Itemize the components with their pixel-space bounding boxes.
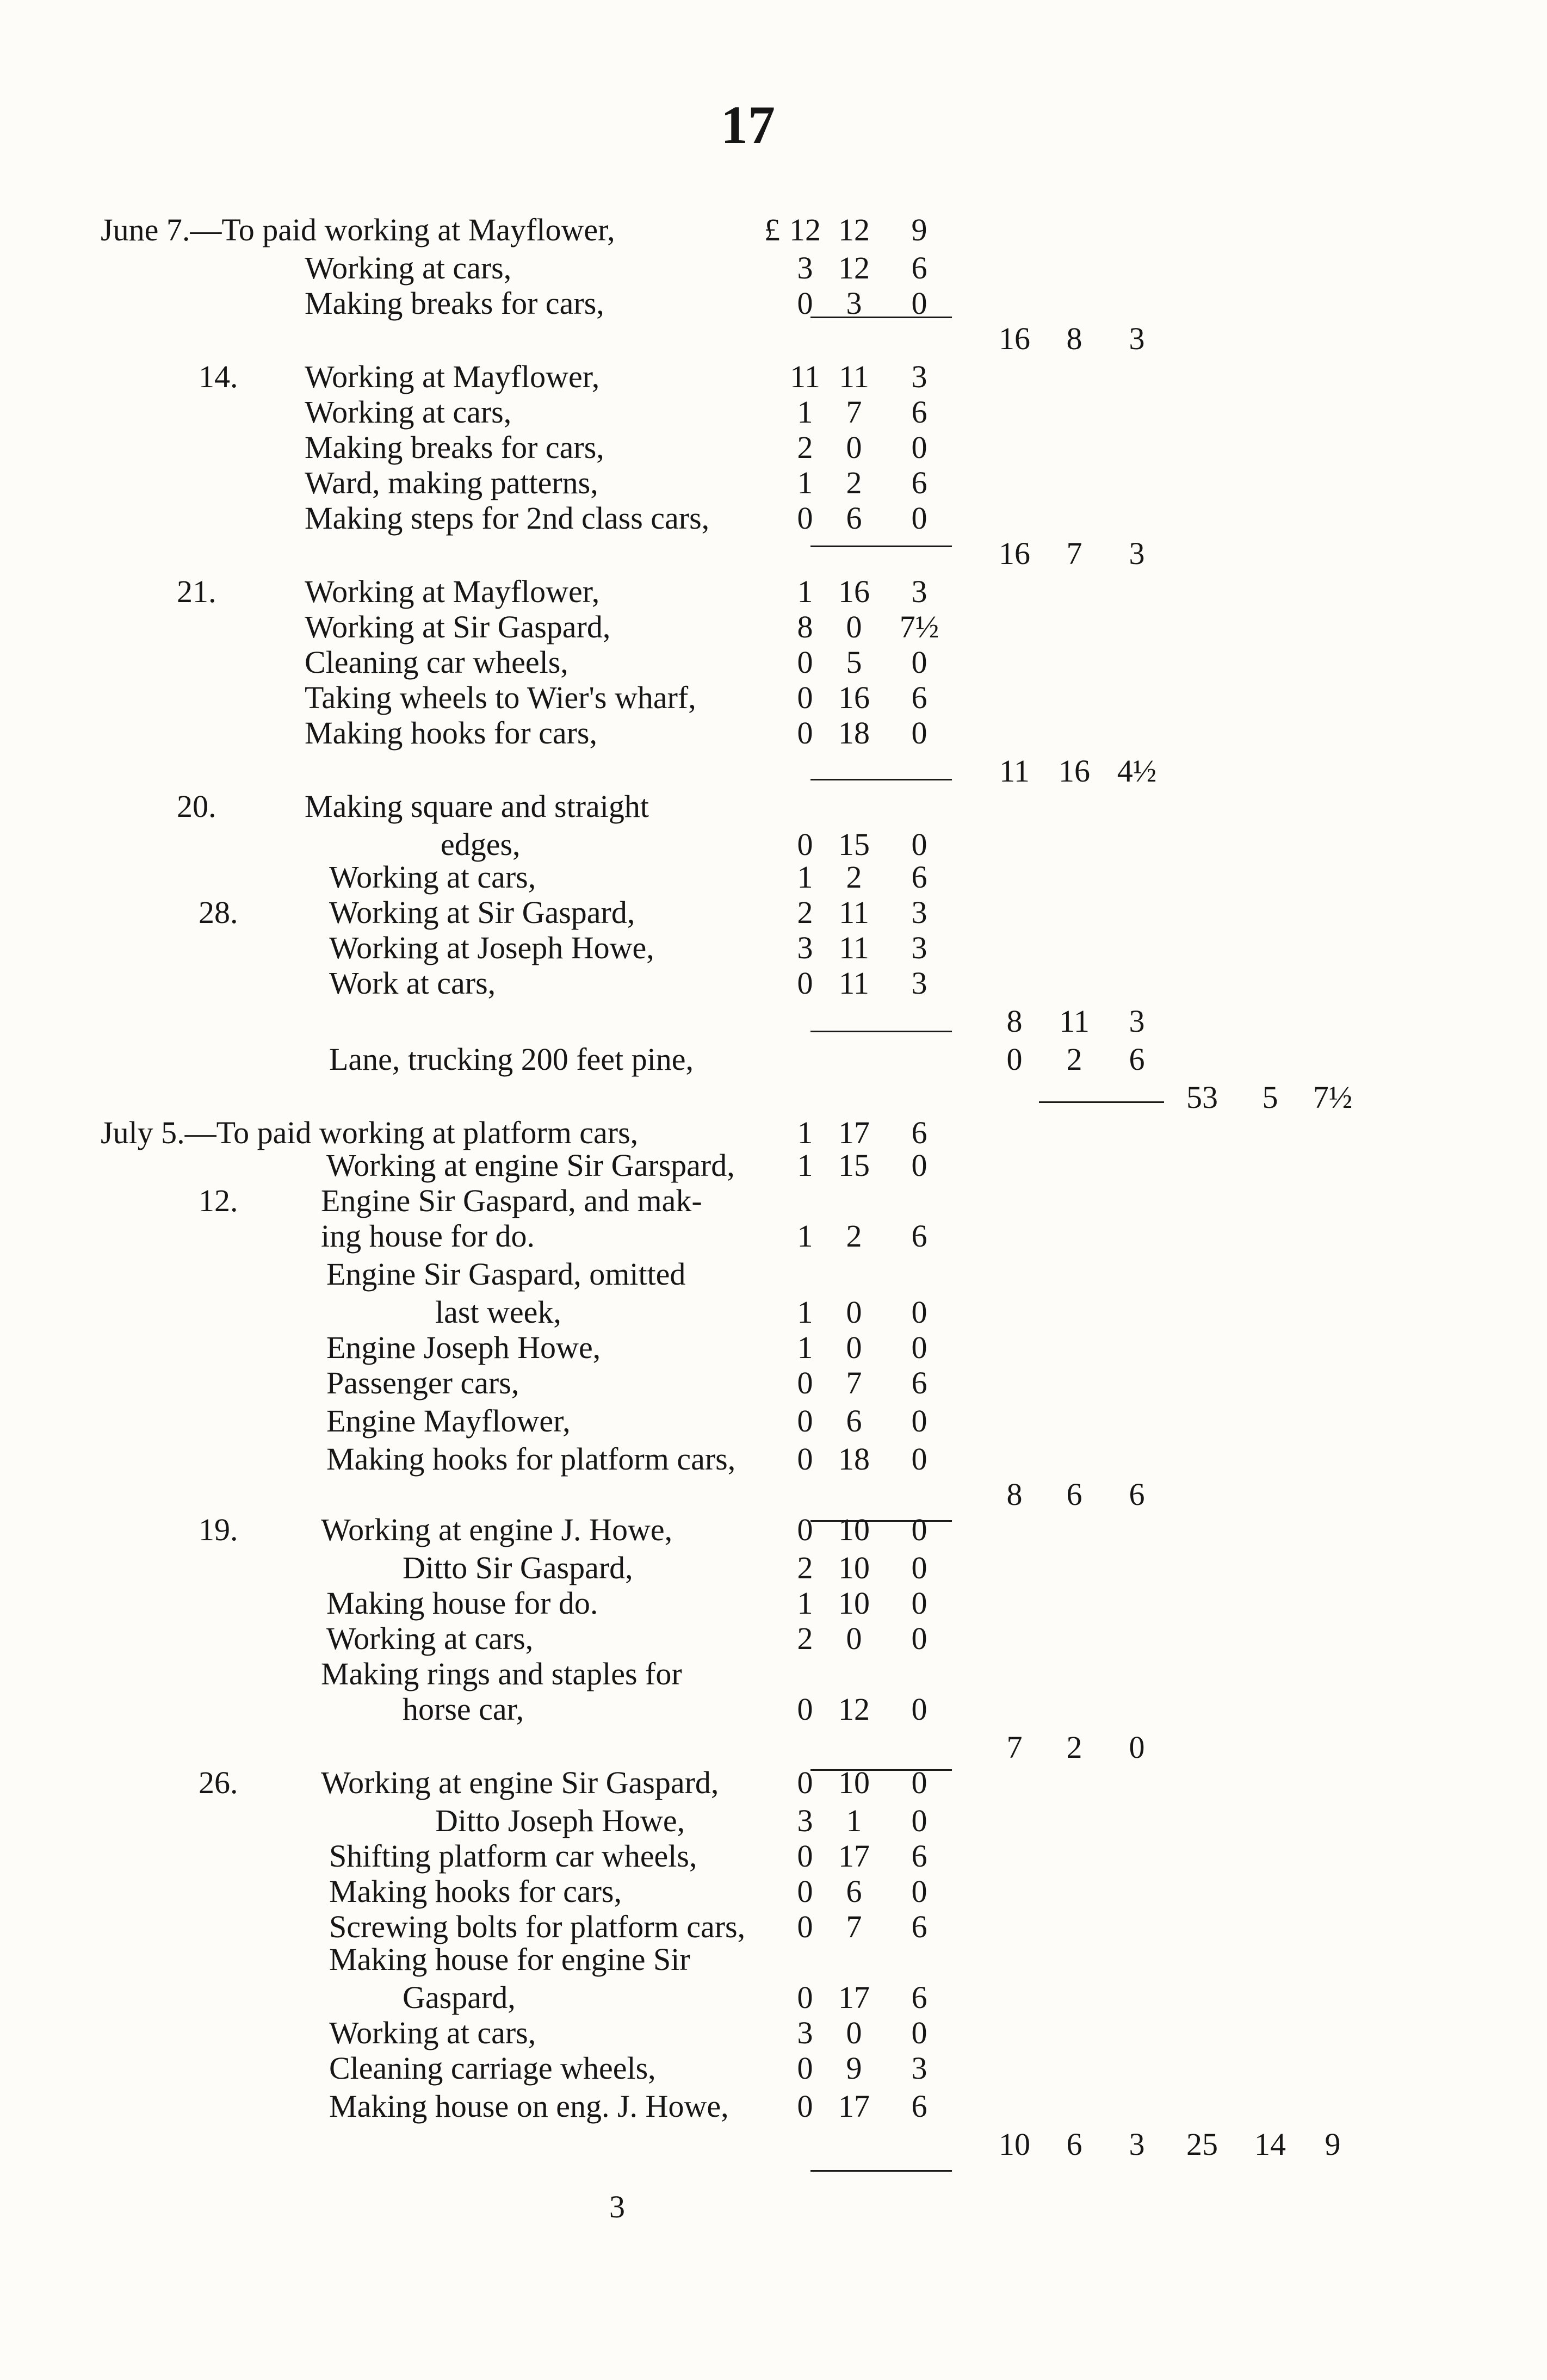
pounds-amount: 2 xyxy=(797,430,813,465)
pounds-subtotal: 10 xyxy=(999,2127,1030,2162)
ledger-row xyxy=(0,1838,1547,1874)
entry-date: June 7.—To paid working at Mayflower, xyxy=(101,212,615,247)
pence-total: 7½ xyxy=(1313,1080,1353,1115)
entry-date: 26. xyxy=(199,1765,238,1800)
entry-description: last week, xyxy=(435,1294,561,1330)
entry-description: Lane, trucking 200 feet pine, xyxy=(329,1042,694,1077)
entry-date: July 5.—To paid working at platform cars, xyxy=(101,1115,639,1150)
shillings-subtotal: 16 xyxy=(1059,753,1090,789)
shillings-amount: 18 xyxy=(838,715,870,751)
shillings-amount: 7 xyxy=(846,1365,862,1400)
shillings-amount: 3 xyxy=(846,286,862,321)
entry-description: Ward, making patterns, xyxy=(305,465,598,500)
shillings-subtotal: 11 xyxy=(1059,1003,1090,1039)
shillings-amount: 18 xyxy=(838,1441,870,1477)
shillings-amount: 0 xyxy=(846,2015,862,2050)
shillings-amount: 0 xyxy=(846,1330,862,1365)
ledger-row xyxy=(0,789,1547,825)
ledger-row xyxy=(0,212,1547,248)
ledger-row xyxy=(0,1550,1547,1586)
ledger-row xyxy=(0,1656,1547,1692)
ledger-row xyxy=(0,753,1547,789)
ledger-row xyxy=(0,1441,1547,1477)
entry-description: Making breaks for cars, xyxy=(305,430,604,465)
pounds-subtotal: 7 xyxy=(1006,1730,1023,1765)
pence-amount: 0 xyxy=(911,1550,927,1585)
entry-description: Making breaks for cars, xyxy=(305,286,604,321)
pounds-amount: 3 xyxy=(797,2015,813,2050)
pounds-amount: 1 xyxy=(797,1294,813,1330)
entry-description: Working at Mayflower, xyxy=(305,574,600,609)
ledger-row xyxy=(0,1730,1547,1765)
pence-amount: 6 xyxy=(911,1218,927,1254)
pounds-total: 53 xyxy=(1186,1080,1218,1115)
entry-date: 28. xyxy=(199,895,238,930)
pence-amount: 0 xyxy=(911,500,927,536)
pence-amount: 3 xyxy=(911,930,927,965)
shillings-total: 5 xyxy=(1262,1080,1278,1115)
pounds-amount: 0 xyxy=(797,644,813,680)
ledger-row xyxy=(0,1183,1547,1219)
pence-amount: 0 xyxy=(911,1691,927,1727)
ledger-row xyxy=(0,2050,1547,2086)
entry-description: Working at engine Sir Garspard, xyxy=(326,1148,735,1183)
entry-date: 21. xyxy=(177,574,216,609)
pounds-amount: 0 xyxy=(797,1874,813,1909)
shillings-amount: 2 xyxy=(846,1218,862,1254)
ledger-row xyxy=(0,1403,1547,1439)
pence-amount: 0 xyxy=(911,827,927,862)
ledger-row xyxy=(0,2015,1547,2051)
ledger-row xyxy=(0,895,1547,931)
pence-amount: 0 xyxy=(911,1621,927,1656)
pounds-total: 25 xyxy=(1186,2127,1218,2162)
shillings-amount: 7 xyxy=(846,1909,862,1944)
entry-description: Making hooks for cars, xyxy=(329,1874,622,1909)
shillings-amount: 12 xyxy=(838,1691,870,1727)
entry-description: Working at cars, xyxy=(305,394,512,430)
shillings-subtotal: 2 xyxy=(1066,1730,1082,1765)
shillings-amount: 7 xyxy=(846,394,862,430)
entry-description: Working at Joseph Howe, xyxy=(329,930,654,965)
pence-subtotal: 6 xyxy=(1129,1477,1145,1512)
ledger-row xyxy=(0,1365,1547,1401)
pounds-subtotal: 11 xyxy=(999,753,1030,789)
shillings-amount: 10 xyxy=(838,1512,870,1547)
ledger-row xyxy=(0,1691,1547,1727)
shillings-amount: 0 xyxy=(846,609,862,644)
ledger-row xyxy=(0,2127,1547,2162)
ledger-row xyxy=(0,1294,1547,1330)
entry-description: Cleaning carriage wheels, xyxy=(329,2050,656,2086)
ledger-row xyxy=(0,609,1547,645)
pounds-amount: 0 xyxy=(797,1838,813,1874)
entry-description: Ditto Sir Gaspard, xyxy=(403,1550,633,1585)
pounds-amount: 0 xyxy=(797,1403,813,1439)
entry-date: 20. xyxy=(177,789,216,824)
entry-description: Making rings and staples for xyxy=(321,1656,682,1691)
shillings-amount: 0 xyxy=(846,1621,862,1656)
entry-description: Making house on eng. J. Howe, xyxy=(329,2088,729,2124)
pence-amount: 9 xyxy=(911,212,927,247)
pence-subtotal: 3 xyxy=(1129,1003,1145,1039)
ledger-row xyxy=(0,1042,1547,1077)
ledger-row xyxy=(0,1621,1547,1657)
ledger-row xyxy=(0,1330,1547,1366)
pence-amount: 6 xyxy=(911,859,927,895)
ledger-row xyxy=(0,574,1547,610)
ledger-row xyxy=(0,1477,1547,1513)
pounds-amount: 0 xyxy=(797,1512,813,1547)
ledger-row xyxy=(0,644,1547,680)
entry-description: Engine Sir Gaspard, omitted xyxy=(326,1256,686,1292)
pounds-amount: 12 xyxy=(789,212,821,247)
entry-date: 19. xyxy=(199,1512,238,1547)
pence-amount: 6 xyxy=(911,1365,927,1400)
ledger-row xyxy=(0,827,1547,863)
entry-description: Cleaning car wheels, xyxy=(305,644,568,680)
pence-amount: 0 xyxy=(911,1441,927,1477)
pounds-amount: 0 xyxy=(797,680,813,715)
shillings-total: 14 xyxy=(1254,2127,1286,2162)
pounds-amount: 2 xyxy=(797,1621,813,1656)
shillings-amount: 12 xyxy=(838,250,870,286)
entry-description: ing house for do. xyxy=(321,1218,535,1254)
ledger-row xyxy=(0,2088,1547,2124)
pence-amount: 0 xyxy=(911,1585,927,1621)
entry-description: Passenger cars, xyxy=(326,1365,519,1400)
shillings-amount: 17 xyxy=(838,2088,870,2124)
pence-subtotal: 6 xyxy=(1129,1042,1145,1077)
pounds-amount: 11 xyxy=(790,359,820,394)
shillings-amount: 6 xyxy=(846,1403,862,1439)
pounds-amount: 0 xyxy=(797,715,813,751)
pounds-amount: 2 xyxy=(797,895,813,930)
pence-amount: 3 xyxy=(911,359,927,394)
ledger-row xyxy=(0,465,1547,501)
entry-description: Making square and straight xyxy=(305,789,649,824)
entry-description: horse car, xyxy=(403,1691,524,1727)
pence-amount: 0 xyxy=(911,430,927,465)
pounds-amount: 3 xyxy=(797,250,813,286)
pounds-amount: 0 xyxy=(797,1441,813,1477)
sum-rule xyxy=(1039,1101,1164,1103)
pounds-subtotal: 16 xyxy=(999,321,1030,356)
pounds-amount: 0 xyxy=(797,1691,813,1727)
pence-subtotal: 4½ xyxy=(1117,753,1157,789)
ledger-row xyxy=(0,500,1547,536)
pounds-amount: 3 xyxy=(797,930,813,965)
shillings-amount: 10 xyxy=(838,1550,870,1585)
ledger-row xyxy=(0,930,1547,966)
entry-description: Engine Mayflower, xyxy=(326,1403,571,1439)
pence-amount: 6 xyxy=(911,1838,927,1874)
pence-amount: 0 xyxy=(911,715,927,751)
shillings-amount: 16 xyxy=(838,574,870,609)
shillings-amount: 17 xyxy=(838,1115,870,1150)
ledger-row xyxy=(0,1942,1547,1978)
signature-mark: 3 xyxy=(609,2189,625,2224)
pence-amount: 6 xyxy=(911,465,927,500)
shillings-amount: 2 xyxy=(846,859,862,895)
shillings-amount: 15 xyxy=(838,827,870,862)
pence-amount: 6 xyxy=(911,1909,927,1944)
pence-amount: 3 xyxy=(911,895,927,930)
ledger-row xyxy=(0,1080,1547,1115)
pence-amount: 6 xyxy=(911,250,927,286)
shillings-amount: 11 xyxy=(839,930,869,965)
pounds-amount: 1 xyxy=(797,465,813,500)
pounds-amount: 1 xyxy=(797,394,813,430)
shillings-amount: 2 xyxy=(846,465,862,500)
entry-date: 14. xyxy=(199,359,238,394)
pounds-amount: 0 xyxy=(797,1765,813,1800)
entry-description: Shifting platform car wheels, xyxy=(329,1838,697,1874)
entry-description: Gaspard, xyxy=(403,1980,516,2015)
sum-rule xyxy=(810,1031,952,1032)
pence-amount: 3 xyxy=(911,965,927,1001)
shillings-amount: 6 xyxy=(846,1874,862,1909)
pence-amount: 6 xyxy=(911,1115,927,1150)
shillings-amount: 11 xyxy=(839,965,869,1001)
sum-rule xyxy=(810,2170,952,2172)
ledger-row xyxy=(0,1803,1547,1839)
shillings-amount: 10 xyxy=(838,1585,870,1621)
ledger-row xyxy=(0,1003,1547,1039)
ledger-row xyxy=(0,1874,1547,1910)
pounds-subtotal: 16 xyxy=(999,536,1030,571)
pounds-amount: 0 xyxy=(797,827,813,862)
ledger-row xyxy=(0,1909,1547,1945)
pence-total: 9 xyxy=(1325,2127,1341,2162)
pounds-amount: 0 xyxy=(797,1980,813,2015)
entry-description: Ditto Joseph Howe, xyxy=(435,1803,685,1838)
entry-description: Making hooks for cars, xyxy=(305,715,598,751)
pence-amount: 0 xyxy=(911,1403,927,1439)
entry-description: edges, xyxy=(441,827,521,862)
shillings-amount: 11 xyxy=(839,359,869,394)
sum-rule xyxy=(810,317,952,318)
pounds-subtotal: 8 xyxy=(1006,1477,1023,1512)
entry-description: Making house for do. xyxy=(326,1585,598,1621)
entry-description: Making hooks for platform cars, xyxy=(326,1441,736,1477)
ledger-row xyxy=(0,359,1547,395)
pounds-amount: 2 xyxy=(797,1550,813,1585)
pence-amount: 0 xyxy=(911,1512,927,1547)
entry-description: Working at Sir Gaspard, xyxy=(329,895,635,930)
pounds-amount: 1 xyxy=(797,574,813,609)
ledger-row xyxy=(0,680,1547,716)
entry-description: Working at Sir Gaspard, xyxy=(305,609,611,644)
shillings-amount: 12 xyxy=(838,212,870,247)
shillings-amount: 11 xyxy=(839,895,869,930)
pence-amount: 6 xyxy=(911,680,927,715)
pounds-amount: 0 xyxy=(797,2050,813,2086)
pence-amount: 6 xyxy=(911,1980,927,2015)
entry-description: Work at cars, xyxy=(329,965,496,1001)
ledger-row xyxy=(0,286,1547,321)
currency-symbol: £ xyxy=(764,212,780,247)
shillings-subtotal: 7 xyxy=(1066,536,1082,571)
pence-amount: 3 xyxy=(911,2050,927,2086)
pounds-subtotal: 0 xyxy=(1006,1042,1023,1077)
pounds-amount: 1 xyxy=(797,1330,813,1365)
pounds-amount: 1 xyxy=(797,1218,813,1254)
shillings-amount: 9 xyxy=(846,2050,862,2086)
pence-amount: 6 xyxy=(911,394,927,430)
pence-amount: 0 xyxy=(911,286,927,321)
sum-rule xyxy=(810,779,952,780)
ledger-row xyxy=(0,1765,1547,1801)
shillings-subtotal: 2 xyxy=(1066,1042,1082,1077)
pence-amount: 3 xyxy=(911,574,927,609)
pounds-amount: 0 xyxy=(797,965,813,1001)
entry-description: Engine Joseph Howe, xyxy=(326,1330,601,1365)
ledger-row xyxy=(0,1256,1547,1292)
pounds-amount: 1 xyxy=(797,1585,813,1621)
entry-description: Working at cars, xyxy=(329,859,536,895)
shillings-amount: 16 xyxy=(838,680,870,715)
ledger-row xyxy=(0,250,1547,286)
pounds-subtotal: 8 xyxy=(1006,1003,1023,1039)
ledger-row xyxy=(0,1115,1547,1151)
entry-date: 12. xyxy=(199,1183,238,1218)
shillings-amount: 0 xyxy=(846,1294,862,1330)
shillings-amount: 10 xyxy=(838,1765,870,1800)
entry-description: Screwing bolts for platform cars, xyxy=(329,1909,746,1944)
pence-amount: 0 xyxy=(911,1148,927,1183)
pounds-amount: 3 xyxy=(797,1803,813,1838)
entry-description: Working at Mayflower, xyxy=(305,359,600,394)
sum-rule xyxy=(810,546,952,547)
pounds-amount: 1 xyxy=(797,1148,813,1183)
pounds-amount: 1 xyxy=(797,1115,813,1150)
entry-description: Working at cars, xyxy=(305,250,512,286)
pence-amount: 0 xyxy=(911,644,927,680)
ledger-row xyxy=(0,965,1547,1001)
pence-subtotal: 3 xyxy=(1129,2127,1145,2162)
shillings-amount: 17 xyxy=(838,1980,870,2015)
ledger-row xyxy=(0,1148,1547,1183)
ledger-row xyxy=(0,430,1547,466)
ledger-row xyxy=(0,394,1547,430)
shillings-subtotal: 6 xyxy=(1066,1477,1082,1512)
pence-amount: 0 xyxy=(911,2015,927,2050)
pence-amount: 0 xyxy=(911,1330,927,1365)
shillings-amount: 17 xyxy=(838,1838,870,1874)
pence-subtotal: 0 xyxy=(1129,1730,1145,1765)
shillings-amount: 15 xyxy=(838,1148,870,1183)
ledger-row xyxy=(0,1218,1547,1254)
ledger-row xyxy=(0,536,1547,572)
pounds-amount: 0 xyxy=(797,2088,813,2124)
pounds-amount: 0 xyxy=(797,1365,813,1400)
pounds-amount: 0 xyxy=(797,286,813,321)
pence-amount: 6 xyxy=(911,2088,927,2124)
entry-description: Working at engine J. Howe, xyxy=(321,1512,673,1547)
pence-subtotal: 3 xyxy=(1129,536,1145,571)
pence-amount: 0 xyxy=(911,1874,927,1909)
ledger-row xyxy=(0,715,1547,751)
entry-description: Engine Sir Gaspard, and mak- xyxy=(321,1183,702,1218)
ledger-row xyxy=(0,1585,1547,1621)
entry-description: Working at engine Sir Gaspard, xyxy=(321,1765,719,1800)
sum-rule xyxy=(810,1520,952,1522)
pence-amount: 7½ xyxy=(899,609,939,644)
pence-amount: 0 xyxy=(911,1294,927,1330)
ledger-row xyxy=(0,321,1547,357)
pounds-amount: 1 xyxy=(797,859,813,895)
shillings-amount: 0 xyxy=(846,430,862,465)
pence-subtotal: 3 xyxy=(1129,321,1145,356)
pounds-amount: 0 xyxy=(797,500,813,536)
shillings-subtotal: 6 xyxy=(1066,2127,1082,2162)
sum-rule xyxy=(810,1769,952,1771)
entry-description: Making steps for 2nd class cars, xyxy=(305,500,710,536)
ledger-row xyxy=(0,1512,1547,1548)
ledger-row xyxy=(0,859,1547,895)
page-number: 17 xyxy=(721,95,775,155)
ledger-row xyxy=(0,1980,1547,2016)
shillings-amount: 1 xyxy=(846,1803,862,1838)
shillings-amount: 5 xyxy=(846,644,862,680)
entry-description: Making house for engine Sir xyxy=(329,1942,690,1977)
pence-amount: 0 xyxy=(911,1803,927,1838)
pence-amount: 0 xyxy=(911,1765,927,1800)
shillings-amount: 6 xyxy=(846,500,862,536)
entry-description: Working at cars, xyxy=(329,2015,536,2050)
entry-description: Taking wheels to Wier's wharf, xyxy=(305,680,696,715)
pounds-amount: 8 xyxy=(797,609,813,644)
entry-description: Working at cars, xyxy=(326,1621,534,1656)
pounds-amount: 0 xyxy=(797,1909,813,1944)
shillings-subtotal: 8 xyxy=(1066,321,1082,356)
